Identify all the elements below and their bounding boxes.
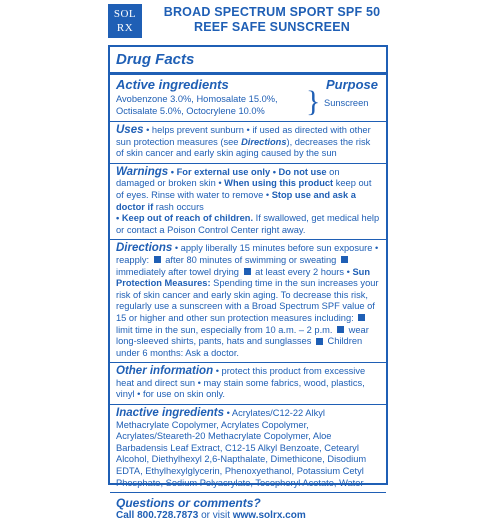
- questions-title: Questions or comments?: [116, 496, 261, 511]
- warning-stop-use: Stop use and ask a doctor if: [116, 189, 356, 212]
- sun-protection-heading: Sun Protection Measures:: [116, 266, 371, 289]
- product-subtitle: REEF SAFE SUNSCREEN: [194, 20, 350, 34]
- directions-text: Children under 6 months: Ask a doctor.: [116, 336, 363, 358]
- website-link[interactable]: www.solrx.com: [232, 510, 306, 522]
- warning-text: keep out of eyes. Rinse with water to remove •: [116, 178, 372, 200]
- square-bullet-icon: [341, 256, 348, 263]
- drug-facts-title: Drug Facts: [116, 51, 195, 68]
- directions-title: Directions: [116, 242, 173, 255]
- brace-icon: }: [306, 85, 321, 118]
- questions-or: or visit: [198, 510, 233, 522]
- uses-text-2: ), decreases the risk of skin cancer and early skin aging caused by the sun: [116, 136, 371, 159]
- other-information-title: Other information: [116, 365, 214, 378]
- square-bullet-icon: [316, 338, 323, 345]
- active-ingredients-line: Avobenzone 3.0%, Homosalate 15.0%,: [116, 94, 278, 104]
- inactive-ingredients-section: [116, 405, 380, 492]
- directions-text: Spending time in the sun increases your risk of skin cancer and early skin aging. To decrease this risk, regularly use a sunscreen with a Broad Spectrum SPF value of 15 or higher and other sun protection measures including:: [116, 278, 379, 323]
- inactive-ingredients-text: • Acrylates/C12-22 Alkyl Methacrylate Copolymer, Acrylates Copolymer, Acrylates/Steareth-20 Methacrylate Copolymer, Aloe Barbadensis Leaf Extract, C12-15 Alkyl Benzoate, Cetearyl Alcohol, Diethylhexyl 2,6-Napthalate, Dimethicone, Disodium EDTA, Ethylhexylglycerin, Phenoxyethanol, Potassium Cetyl Phosphate, Sodium Polyacrylate, Tocopheryl Acetate, Water: [116, 408, 367, 488]
- active-ingredients-title: Active ingredients: [116, 77, 229, 92]
- drug-facts-panel: [108, 45, 388, 522]
- questions-call: Call: [116, 510, 138, 522]
- phone-number[interactable]: 800.728.7873: [137, 510, 199, 522]
- directions-text: immediately after towel drying: [116, 266, 239, 277]
- active-ingredients-list: [116, 94, 306, 117]
- warning-keep-out: • Keep out of reach of children.: [116, 213, 254, 224]
- active-ingredients-line: Octisalate 5.0%, Octocrylene 10.0%: [116, 105, 265, 116]
- square-bullet-icon: [154, 256, 161, 263]
- directions-text: • apply liberally 15 minutes before sun exposure • reapply:: [116, 243, 379, 265]
- directions-reference: Directions: [241, 136, 287, 147]
- purpose-value: Sunscreen: [324, 98, 369, 108]
- uses-title: Uses: [116, 124, 144, 136]
- inactive-ingredients-title: Inactive ingredients: [116, 407, 225, 420]
- warning-do-not-use: • Do not use: [270, 166, 327, 177]
- product-header: [152, 5, 392, 35]
- other-information-section: [116, 363, 380, 404]
- warnings-section: [116, 164, 380, 240]
- warning-external: • For external use only: [168, 166, 271, 177]
- questions-section: [116, 493, 380, 522]
- square-bullet-icon: [244, 268, 251, 275]
- other-information-text: • protect this product from excessive heat and direct sun • may stain some fabrics, wood, plastics, vinyl • for use on skin only.: [116, 366, 366, 400]
- directions-section: [116, 240, 380, 362]
- purpose-title: Purpose: [325, 77, 378, 92]
- directions-text: at least every 2 hours •: [252, 266, 353, 277]
- directions-text: wear long-sleeved shirts, pants, hats and sunglasses: [116, 324, 369, 347]
- brand-logo: [108, 4, 142, 38]
- square-bullet-icon: [358, 314, 365, 321]
- warning-text: on damaged or broken skin •: [116, 166, 340, 189]
- uses-section: [116, 122, 380, 163]
- active-ingredients-section: [116, 75, 380, 121]
- uses-text: • helps prevent sunburn • if used as directed with other sun protection measures (see: [116, 125, 371, 147]
- warning-text: If swallowed, get medical help or contact a Poison Control Center right away.: [116, 213, 380, 235]
- warning-when-using: When using this product: [224, 178, 334, 189]
- logo-line1: SOL: [113, 8, 137, 20]
- square-bullet-icon: [337, 326, 344, 333]
- warning-text: rash occurs: [153, 201, 204, 212]
- warnings-title: Warnings: [116, 165, 169, 178]
- directions-text: limit time in the sun, especially from 10 a.m. – 2 p.m.: [116, 324, 333, 335]
- product-name: BROAD SPECTRUM SPORT SPF 50: [163, 5, 381, 19]
- logo-line2: RX: [116, 22, 134, 34]
- directions-text: after 80 minutes of swimming or sweating: [162, 254, 337, 265]
